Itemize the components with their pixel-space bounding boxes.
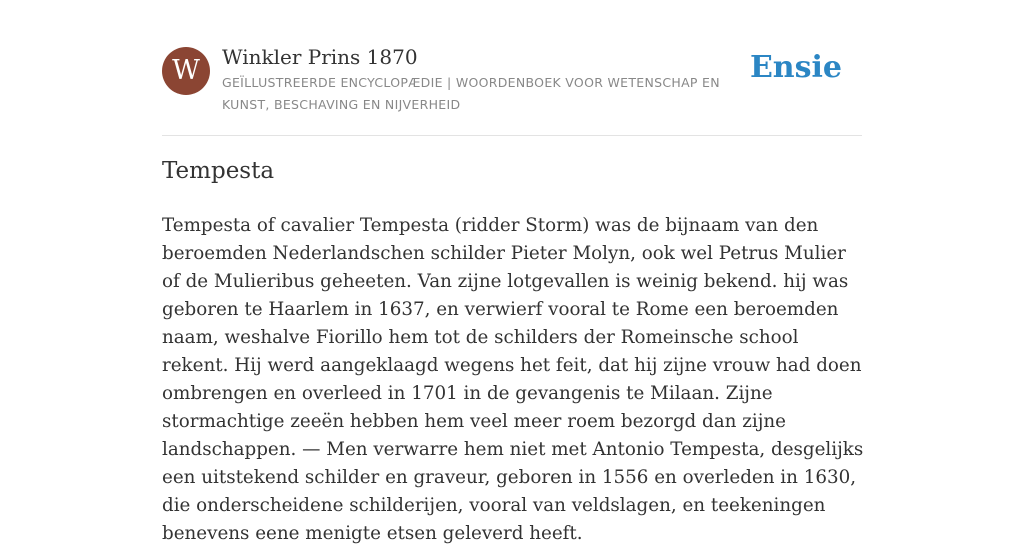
source-avatar[interactable]: W	[162, 47, 210, 95]
page-content	[162, 0, 864, 544]
source-title[interactable]: Winkler Prins 1870	[222, 45, 418, 69]
source-subtitle: GEÏLLUSTREERDE ENCYCLOPÆDIE | WOORDENBOEK VOOR WETENSCHAP EN KUNST, BESCHAVING EN NIJVERHEID	[222, 75, 720, 112]
entry-title: Tempesta	[162, 158, 275, 184]
ensie-logo[interactable]: Ensie	[749, 50, 842, 85]
entry-body: Tempesta of cavalier Tempesta (ridder Storm) was de bijnaam van den beroemden Nederlandschen schilder Pieter Molyn, ook wel Petrus Mulier of de Mulieribus geheeten. Van zijne lotgevallen is weinig bekend. hij was geboren te Haarlem in 1637, en verwierf vooral te Rome een beroemden naam, weshalve Fiorillo hem tot de schilders der Romeinsche school rekent. Hij werd aangeklaagd wegens het feit, dat hij zijne vrouw had doen ombrengen en overleed in 1701 in de gevangenis te Milaan. Zijne stormachtige zeeën hebben hem veel meer roem bezorgd dan zijne landschappen. — Men verwarre hem niet met Antonio Tempesta, desgelijks een uitstekend schilder en graveur, geboren in 1556 en overleden in 1630, die onderscheidene schilderijen, vooral van veldslagen, en teekeningen benevens eene menigte etsen geleverd heeft.	[162, 215, 864, 544]
source-header	[162, 0, 862, 136]
